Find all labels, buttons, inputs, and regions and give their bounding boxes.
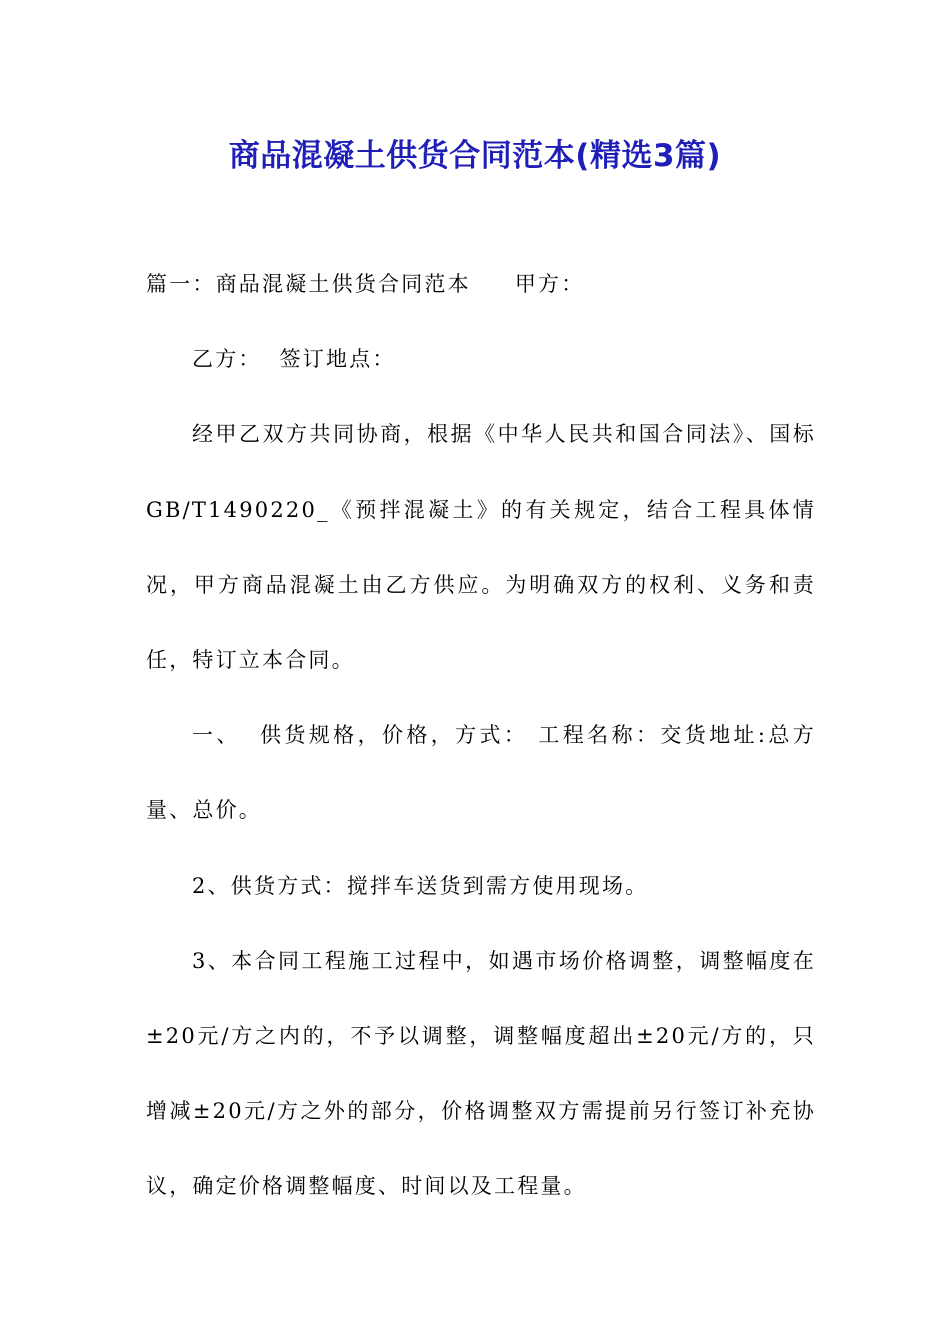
heading-line: [146, 247, 816, 322]
clause-1-paragraph: [146, 698, 816, 848]
clause-1-number: 一、: [192, 723, 241, 748]
intro-paragraph: 经甲乙双方共同协商，根据《中华人民共和国合同法》、国标GB/T1490220_《预拌混凝土》的有关规定，结合工程具体情况，甲方商品混凝土由乙方供应。为明确双方的权利、义务和责任，特订立本合同。: [146, 422, 816, 673]
clause-2-paragraph: 2、供货方式：搅拌车送货到需方使用现场。: [192, 873, 649, 898]
party-a-label: 甲方：: [514, 272, 585, 296]
clause-3-paragraph: 3、本合同工程施工过程中，如遇市场价格调整，调整幅度在±20元/方之内的，不予以调整，调整幅度超出±20元/方的，只增减±20元/方之外的部分，价格调整双方需提前另行签订补充协议，确定价格调整幅度、时间以及工程量。: [146, 948, 816, 1199]
document-body: [146, 247, 816, 1225]
clause-1-text: 供货规格，价格，方式： 工程名称：交货地址:总方量、总价。: [146, 723, 816, 823]
sign-place-label: 签订地点：: [279, 347, 396, 372]
party-line: [146, 322, 816, 397]
party-b-label: 乙方：: [192, 347, 262, 372]
document-title: 商品混凝土供货合同范本(精选3篇): [228, 138, 722, 174]
part-heading: 篇一：商品混凝土供货合同范本: [146, 272, 471, 296]
